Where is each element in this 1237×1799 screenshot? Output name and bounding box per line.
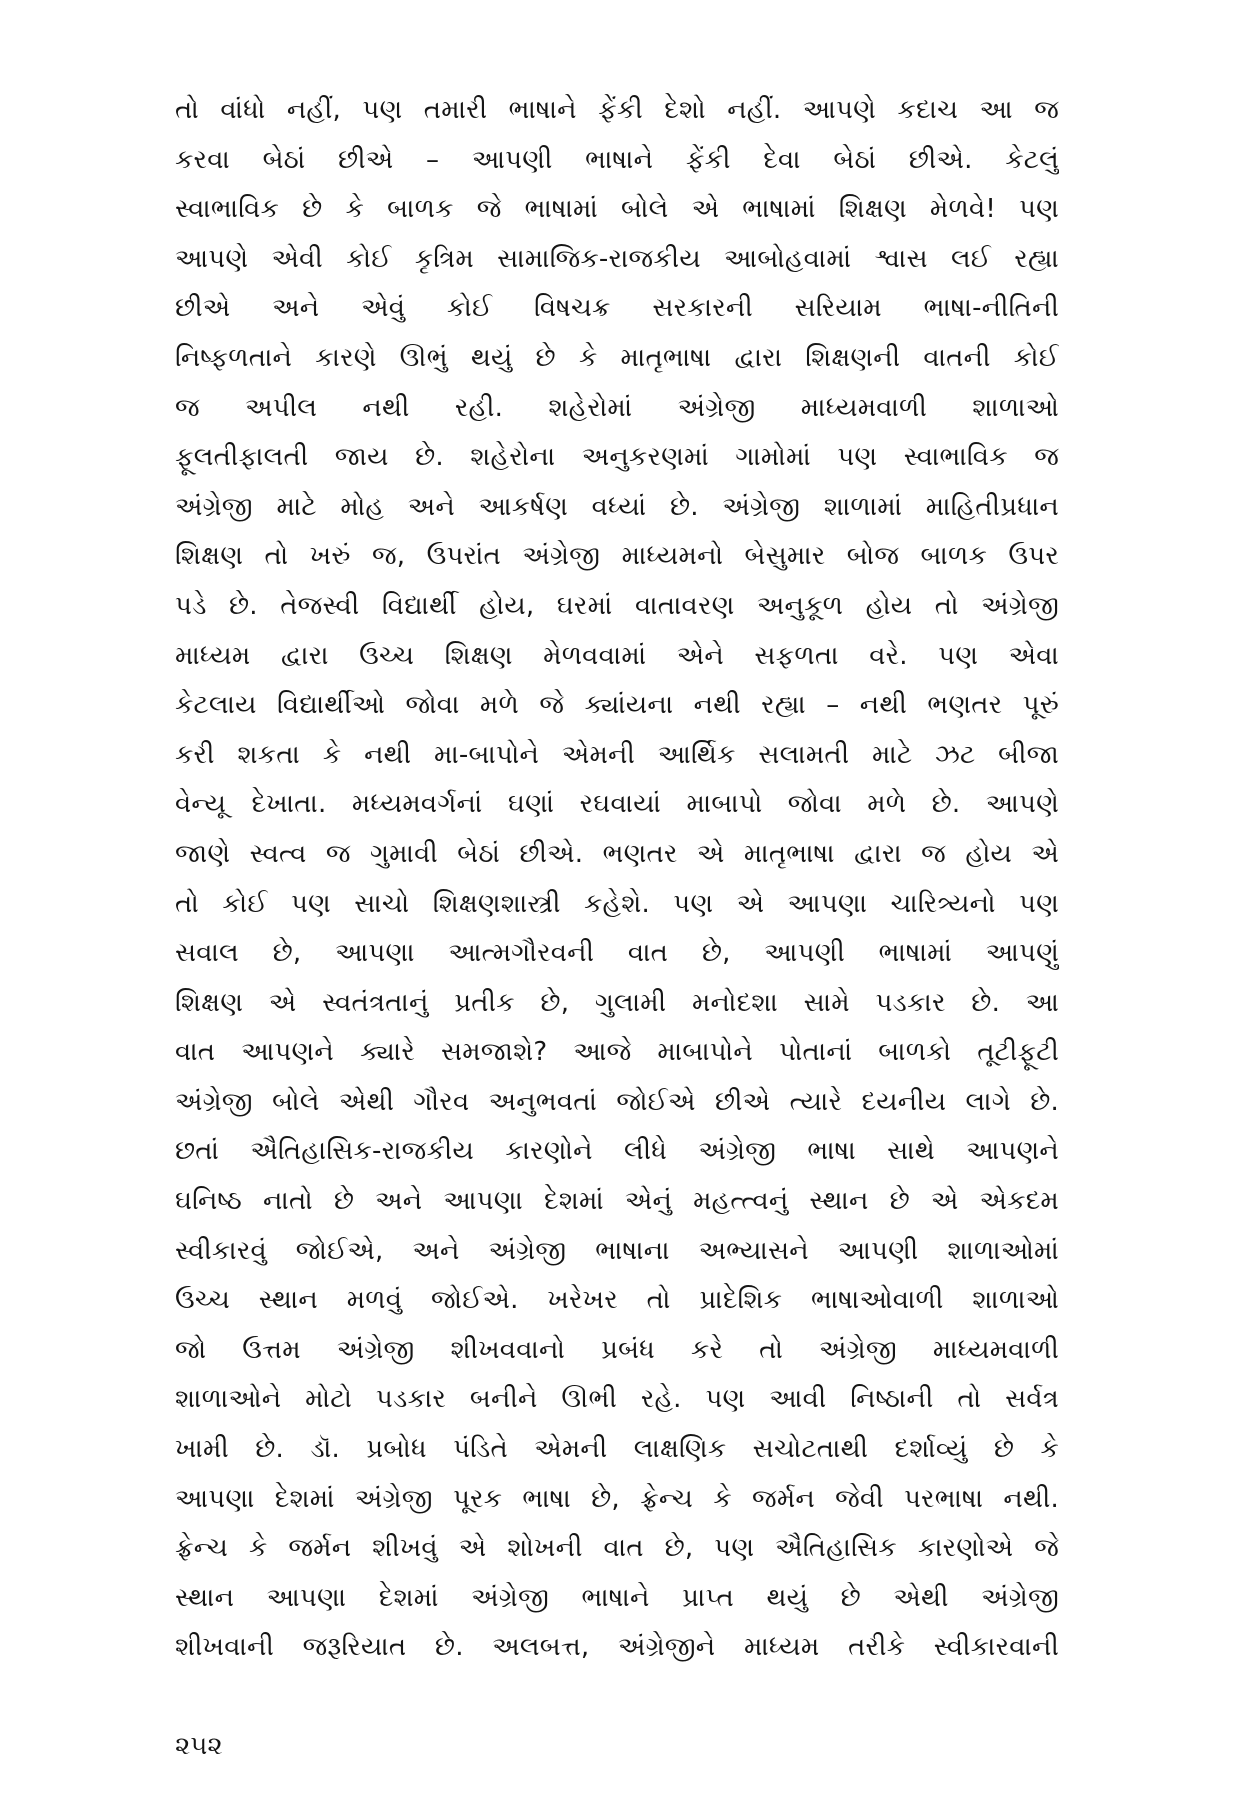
text-line: છતાં ઐતિહાસિક-રાજકીય કારણોને લીધે અંગ્રેજી ભાષા સાથે આપણને <box>175 1136 1059 1167</box>
text-line: સ્થાન આપણા દેશમાં અંગ્રેજી ભાષાને પ્રાપ્ત થયું છે એથી અંગ્રેજી <box>175 1582 1059 1613</box>
page-number: ૨૫૨ <box>175 1731 223 1761</box>
text-line: વેન્યૂ દેખાતા. મધ્યમવર્ગનાં ઘણાં રઘવાયાં માબાપો જોવા મળે છે. આપણે <box>175 789 1059 820</box>
text-line: આપણા દેશમાં અંગ્રેજી પૂરક ભાષા છે, ફ્રેન્ચ કે જર્મન જેવી પરભાષા નથી. <box>175 1483 1059 1514</box>
text-line: વાત આપણને ક્યારે સમજાશે? આજે માબાપોને પોતાનાં બાળકો તૂટીફૂટી <box>175 1037 1059 1068</box>
text-line: તો કોઈ પણ સાચો શિક્ષણશાસ્ત્રી કહેશે. પણ એ આપણા ચારિત્ર્યનો પણ <box>175 888 1059 919</box>
text-line: પડે છે. તેજસ્વી વિદ્યાર્થી હોય, ઘરમાં વાતાવરણ અનુકૂળ હોય તો અંગ્રેજી <box>175 590 1059 621</box>
text-line: કેટલાય વિદ્યાર્થીઓ જોવા મળે જે ક્યાંયના નથી રહ્યા – નથી ભણતર પૂરું <box>175 690 1059 721</box>
text-line: શિક્ષણ તો ખરું જ, ઉપરાંત અંગ્રેજી માધ્યમનો બેસુમાર બોજ બાળક ઉપર <box>175 541 1059 572</box>
text-line: ફૂલતીફાલતી જાય છે. શહેરોના અનુકરણમાં ગામોમાં પણ સ્વાભાવિક જ <box>175 442 1059 473</box>
text-line: આપણે એવી કોઈ કૃત્રિમ સામાજિક-રાજકીય આબોહવામાં શ્વાસ લઈ રહ્યા <box>175 243 1059 274</box>
text-line: કરવા બેઠાં છીએ – આપણી ભાષાને ફેંકી દેવા બેઠાં છીએ. કેટલું <box>175 144 1059 175</box>
text-line: શાળાઓને મોટો પડકાર બનીને ઊભી રહે. પણ આવી નિષ્ઠાની તો સર્વત્ર <box>175 1384 1059 1415</box>
text-line: શીખવાની જરૂરિયાત છે. અલબત્ત, અંગ્રેજીને માધ્યમ તરીકે સ્વીકારવાની <box>175 1632 1059 1663</box>
text-line: સવાલ છે, આપણા આત્મગૌરવની વાત છે, આપણી ભાષામાં આપણું <box>175 938 1059 969</box>
text-line: માધ્યમ દ્વારા ઉચ્ચ શિક્ષણ મેળવવામાં એને સફળતા વરે. પણ એવા <box>175 640 1059 671</box>
text-line: સ્વાભાવિક છે કે બાળક જે ભાષામાં બોલે એ ભાષામાં શિક્ષણ મેળવે! પણ <box>175 194 1059 225</box>
text-line: જાણે સ્વત્વ જ ગુમાવી બેઠાં છીએ. ભણતર એ માતૃભાષા દ્વારા જ હોય એ <box>175 838 1059 869</box>
text-line: અંગ્રેજી બોલે એથી ગૌરવ અનુભવતાં જોઈએ છીએ ત્યારે દયનીય લાગે છે. <box>175 1086 1059 1117</box>
text-line: ફ્રેન્ચ કે જર્મન શીખવું એ શોખની વાત છે, પણ ઐતિહાસિક કારણોએ જે <box>175 1533 1059 1564</box>
text-line: કરી શકતા કે નથી મા-બાપોને એમની આર્થિક સલામતી માટે ઝટ બીજા <box>175 739 1059 770</box>
text-line: શિક્ષણ એ સ્વતંત્રતાનું પ્રતીક છે, ગુલામી મનોદશા સામે પડકાર છે. આ <box>175 987 1059 1018</box>
text-line: સ્વીકારવું જોઈએ, અને અંગ્રેજી ભાષાના અભ્યાસને આપણી શાળાઓમાં <box>175 1235 1059 1266</box>
text-line: નિષ્ફળતાને કારણે ઊભું થયું છે કે માતૃભાષા દ્વારા શિક્ષણની વાતની કોઈ <box>175 342 1059 373</box>
text-line: છીએ અને એવું કોઈ વિષચક્ર સરકારની સરિયામ ભાષા-નીતિની <box>175 293 1059 324</box>
text-line: જ અપીલ નથી રહી. શહેરોમાં અંગ્રેજી માધ્યમવાળી શાળાઓ <box>175 392 1059 423</box>
body-text <box>175 86 1059 1673</box>
text-line: જો ઉત્તમ અંગ્રેજી શીખવવાનો પ્રબંધ કરે તો અંગ્રેજી માધ્યમવાળી <box>175 1334 1059 1365</box>
text-line: અંગ્રેજી માટે મોહ અને આકર્ષણ વધ્યાં છે. અંગ્રેજી શાળામાં માહિતીપ્રધાન <box>175 491 1059 522</box>
text-line: ખામી છે. ડૉ. પ્રબોધ પંડિતે એમની લાક્ષણિક સચોટતાથી દર્શાવ્યું છે કે <box>175 1434 1059 1465</box>
text-line: ઉચ્ચ સ્થાન મળવું જોઈએ. ખરેખર તો પ્રાદેશિક ભાષાઓવાળી શાળાઓ <box>175 1285 1059 1316</box>
text-line: તો વાંધો નહીં, પણ તમારી ભાષાને ફેંકી દેશો નહીં. આપણે કદાચ આ જ <box>175 95 1059 125</box>
text-line: ઘનિષ્ઠ નાતો છે અને આપણા દેશમાં એનું મહત્ત્વનું સ્થાન છે એ એકદમ <box>175 1186 1059 1217</box>
